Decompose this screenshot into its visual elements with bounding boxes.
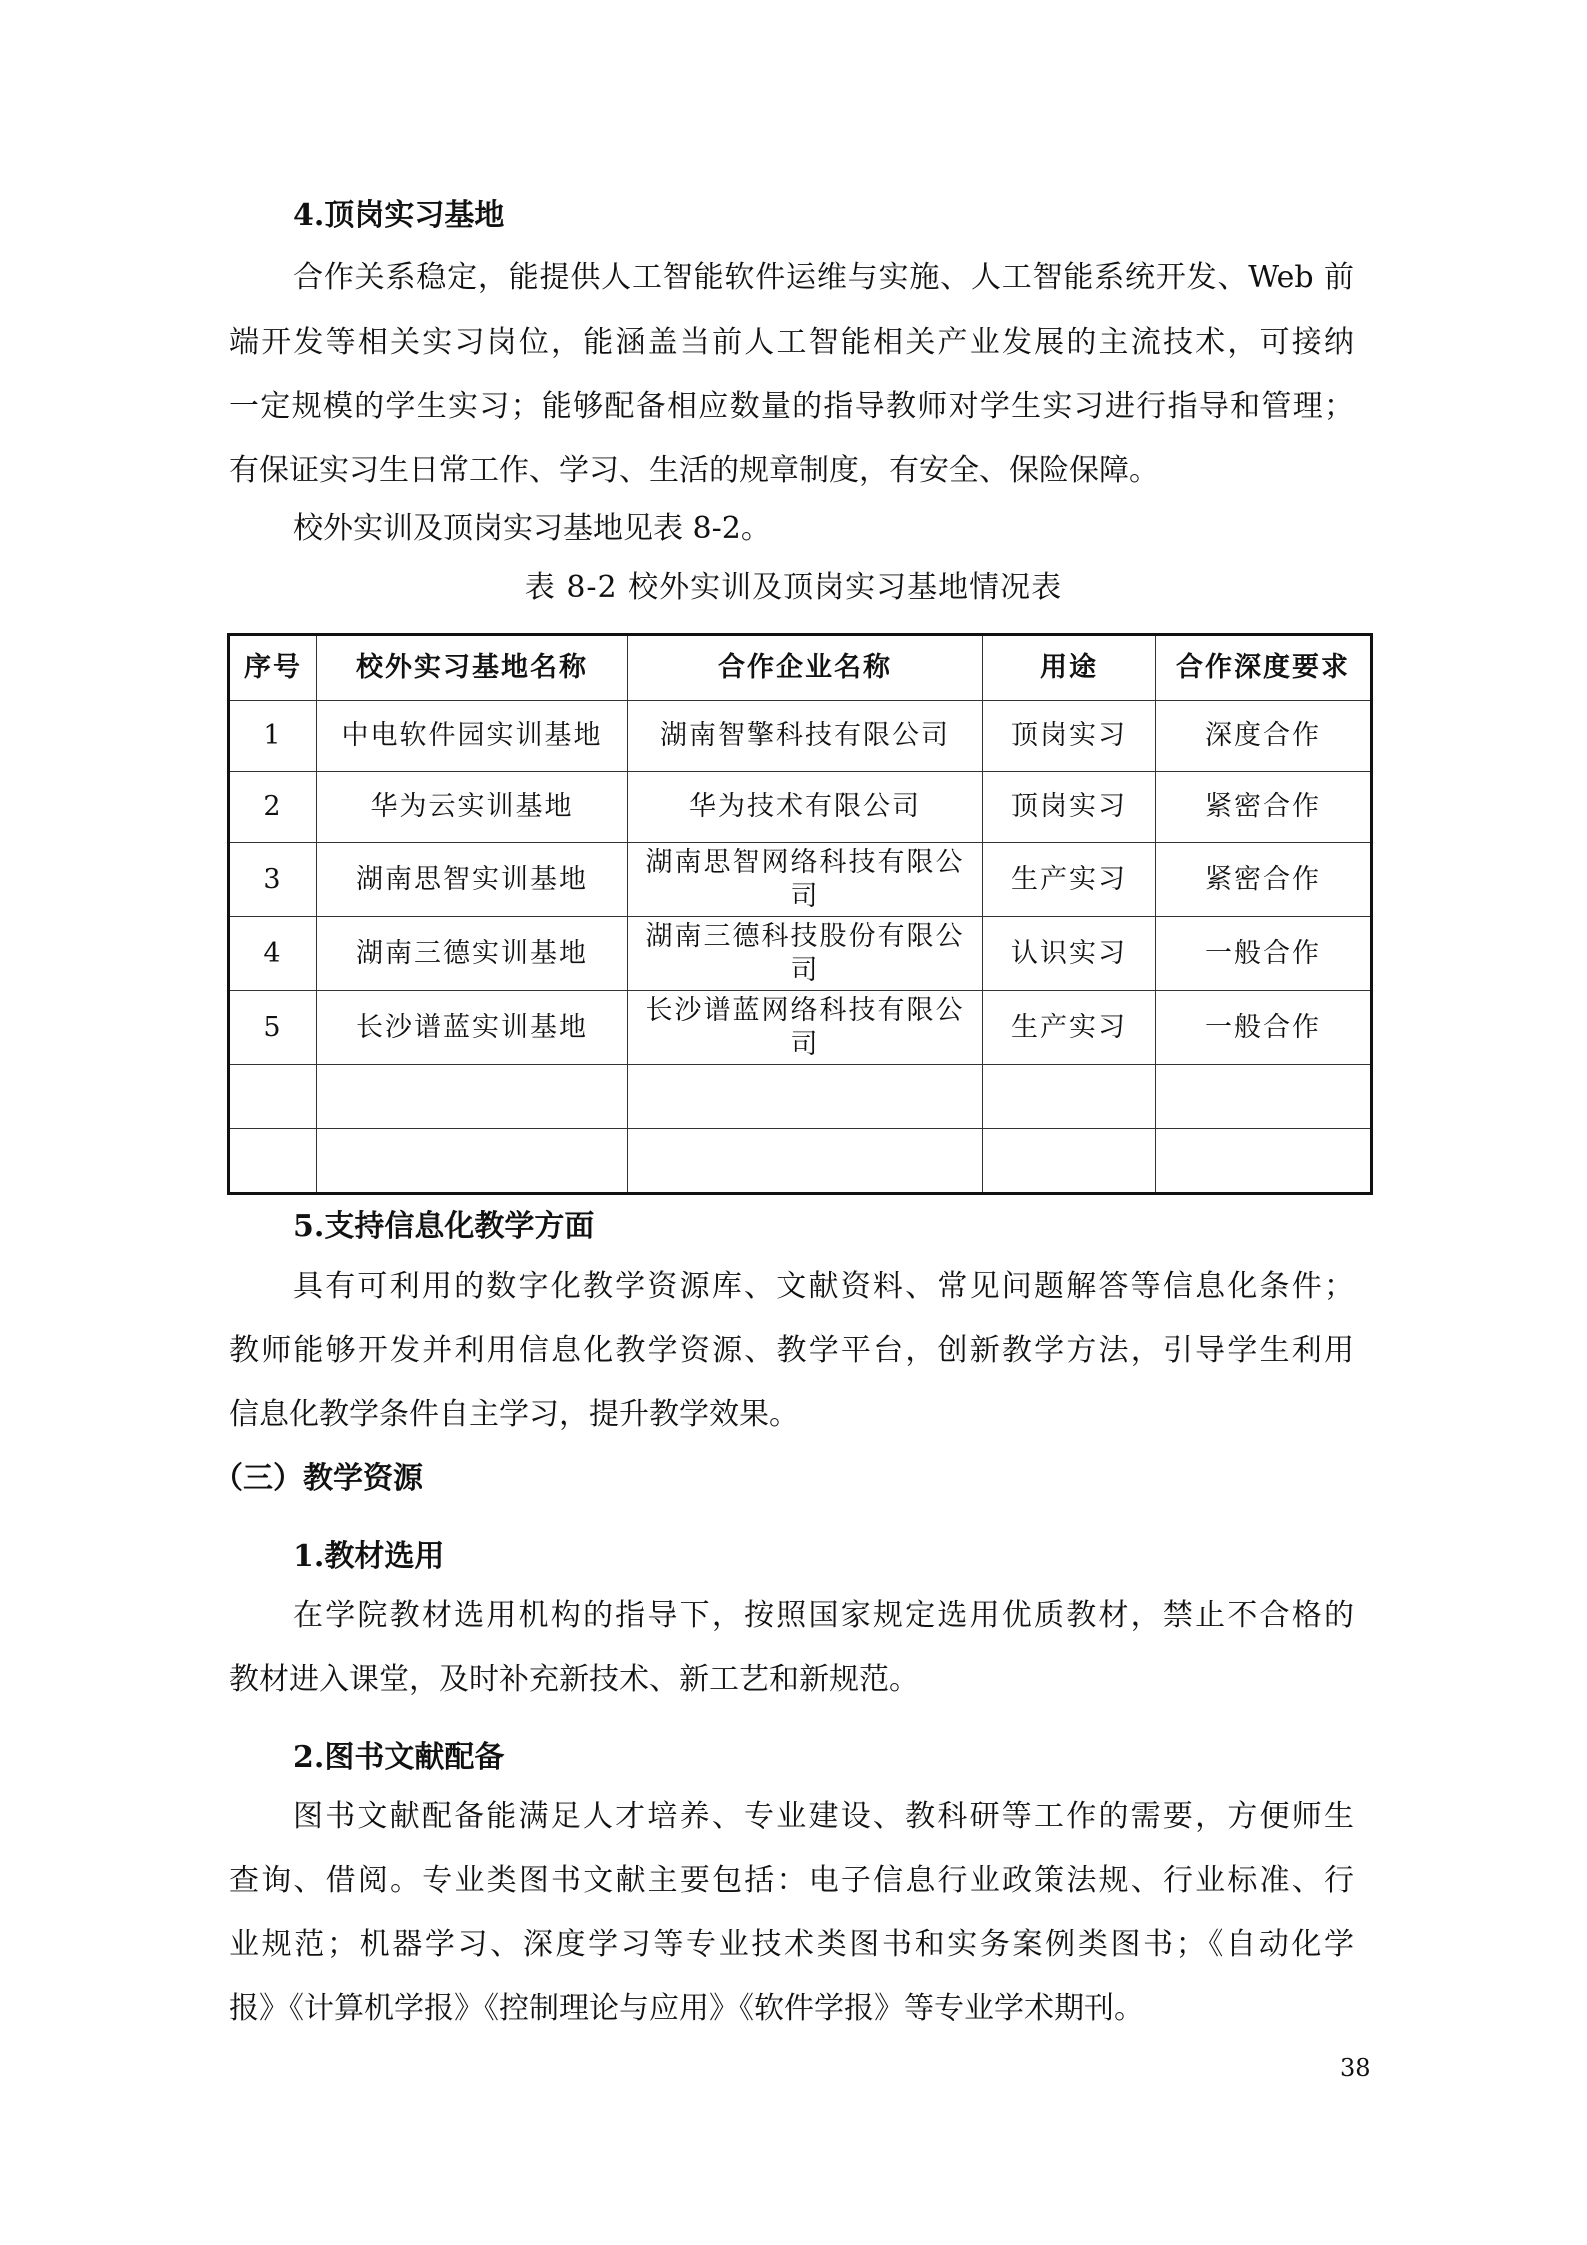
table-cell: 顶岗实习 (983, 772, 1156, 843)
table-row-empty (229, 1065, 1372, 1129)
table-cell-empty (628, 1129, 983, 1194)
paragraph-line: 业规范；机器学习、深度学习等专业技术类图书和实务案例类图书；《自动化学 (229, 1927, 1354, 1962)
subsection-1-heading: 1.教材选用 (293, 1539, 445, 1574)
table-row (229, 917, 1372, 991)
paragraph-line: 信息化教学条件自主学习，提升教学效果。 (229, 1397, 799, 1432)
table-cell-empty (1156, 1129, 1372, 1194)
table-cell-empty (628, 1065, 983, 1129)
table-cell-empty (1156, 1065, 1372, 1129)
table-cell: 一般合作 (1156, 991, 1372, 1065)
column-header: 校外实习基地名称 (317, 635, 628, 701)
paragraph-line: 报》《计算机学报》《控制理论与应用》《软件学报》等专业学术期刊。 (229, 1991, 1144, 2026)
paragraph-line: 教材进入课堂，及时补充新技术、新工艺和新规范。 (229, 1662, 919, 1697)
paragraph-line: 查询、借阅。专业类图书文献主要包括：电子信息行业政策法规、行业标准、行 (229, 1863, 1354, 1898)
table-cell: 认识实习 (983, 917, 1156, 991)
table-caption: 表 8-2 校外实训及顶岗实习基地情况表 (524, 570, 1063, 605)
table-reference: 校外实训及顶岗实习基地见表 8-2。 (293, 511, 771, 546)
paragraph-line: 合作关系稳定，能提供人工智能软件运维与实施、人工智能系统开发、Web 前 (293, 260, 1354, 295)
table-cell-empty (229, 1065, 317, 1129)
table-cell-empty (229, 1129, 317, 1194)
subsection-2-heading: 2.图书文献配备 (293, 1740, 505, 1775)
table-cell: 湖南智擎科技有限公司 (628, 701, 983, 772)
table-cell: 3 (229, 843, 317, 917)
table-cell-empty (983, 1129, 1156, 1194)
section-4-heading: 4.顶岗实习基地 (293, 198, 505, 233)
table-cell: 湖南思智实训基地 (317, 843, 628, 917)
table-cell: 华为技术有限公司 (628, 772, 983, 843)
section-3-heading: （三）教学资源 (213, 1461, 423, 1496)
page-number: 38 (1340, 2054, 1371, 2082)
table-cell: 长沙谱蓝网络科技有限公司 (628, 991, 983, 1065)
table-cell: 中电软件园实训基地 (317, 701, 628, 772)
table-cell: 一般合作 (1156, 917, 1372, 991)
table-cell: 深度合作 (1156, 701, 1372, 772)
table-cell: 生产实习 (983, 843, 1156, 917)
paragraph-line: 图书文献配备能满足人才培养、专业建设、教科研等工作的需要，方便师生 (293, 1799, 1354, 1834)
table-cell: 长沙谱蓝实训基地 (317, 991, 628, 1065)
training-base-table (227, 633, 1373, 1195)
table-row (229, 991, 1372, 1065)
section-5-heading: 5.支持信息化教学方面 (293, 1209, 595, 1244)
table-cell: 华为云实训基地 (317, 772, 628, 843)
table-cell-empty (317, 1065, 628, 1129)
table-cell: 5 (229, 991, 317, 1065)
table-cell: 紧密合作 (1156, 772, 1372, 843)
paragraph-line: 一定规模的学生实习；能够配备相应数量的指导教师对学生实习进行指导和管理； (229, 389, 1354, 424)
column-header: 合作深度要求 (1156, 635, 1372, 701)
table-row (229, 701, 1372, 772)
table-cell: 顶岗实习 (983, 701, 1156, 772)
paragraph-line: 在学院教材选用机构的指导下，按照国家规定选用优质教材，禁止不合格的 (293, 1598, 1354, 1633)
table-row (229, 843, 1372, 917)
column-header: 序号 (229, 635, 317, 701)
table-header-row (229, 635, 1372, 701)
table-row-empty (229, 1129, 1372, 1194)
table-cell: 1 (229, 701, 317, 772)
table-cell: 生产实习 (983, 991, 1156, 1065)
paragraph-line: 具有可利用的数字化教学资源库、文献资料、常见问题解答等信息化条件； (293, 1269, 1354, 1304)
paragraph-line: 端开发等相关实习岗位，能涵盖当前人工智能相关产业发展的主流技术，可接纳 (229, 325, 1354, 360)
table-row (229, 772, 1372, 843)
table-cell: 湖南三德实训基地 (317, 917, 628, 991)
table-cell: 湖南思智网络科技有限公司 (628, 843, 983, 917)
table-cell: 4 (229, 917, 317, 991)
table-cell-empty (317, 1129, 628, 1194)
paragraph-line: 有保证实习生日常工作、学习、生活的规章制度，有安全、保险保障。 (229, 453, 1159, 488)
table-cell: 2 (229, 772, 317, 843)
table-cell: 紧密合作 (1156, 843, 1372, 917)
table-cell: 湖南三德科技股份有限公司 (628, 917, 983, 991)
column-header: 合作企业名称 (628, 635, 983, 701)
column-header: 用途 (983, 635, 1156, 701)
paragraph-line: 教师能够开发并利用信息化教学资源、教学平台，创新教学方法，引导学生利用 (229, 1333, 1354, 1368)
table-cell-empty (983, 1065, 1156, 1129)
